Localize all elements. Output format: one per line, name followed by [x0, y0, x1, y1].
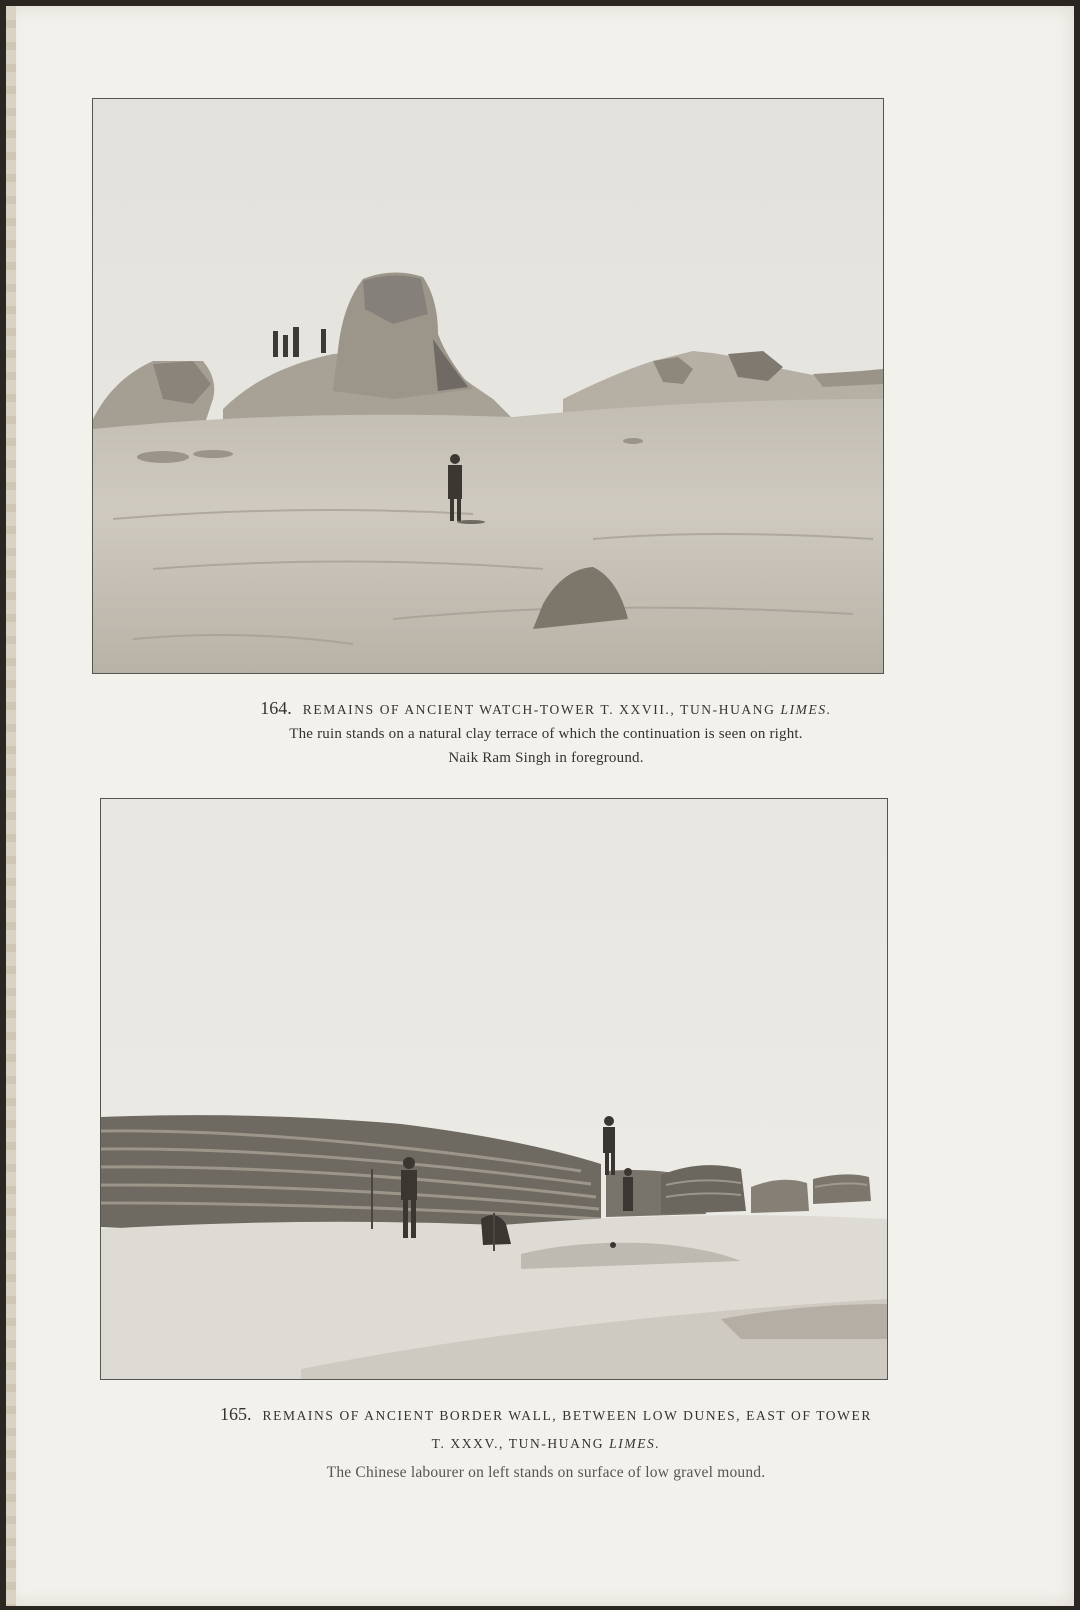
photo-border-wall: [100, 798, 888, 1380]
plate-164-caption-line-1: The ruin stands on a natural clay terrace of which the continuation is seen on right.: [289, 726, 803, 742]
plate-164-caption-line-2: Naik Ram Singh in foreground.: [448, 750, 644, 766]
plate-165-title-line-1: REMAINS OF ANCIENT BORDER WALL, BETWEEN LOW DUNES, EAST OF TOWER: [262, 1408, 872, 1423]
plate-165-caption: [86, 1400, 1006, 1482]
plate-164-title-text: REMAINS OF ANCIENT WATCH-TOWER T. XXVII., TUN-HUANG: [302, 702, 776, 717]
plate-165-number: 165.: [220, 1404, 252, 1424]
plate-165-title-italic: LIMES.: [609, 1436, 661, 1451]
plate-165-title-line-2-text: T. XXXV., TUN-HUANG: [431, 1436, 605, 1451]
book-page: [6, 6, 1074, 1606]
plate-164-title: [86, 698, 1006, 719]
plate-164-number: 164.: [260, 698, 292, 718]
plate-165-caption-line-1: The Chinese labourer on left stands on surface of low gravel mound.: [326, 1464, 766, 1481]
page-binding-edge: [6, 6, 16, 1606]
plate-165-title-line-2: [86, 1430, 1006, 1458]
plate-164-title-italic: LIMES.: [780, 702, 832, 717]
photo-watch-tower: [92, 98, 884, 674]
plate-164-caption: [86, 698, 1006, 767]
plate-165-title: [86, 1400, 1006, 1430]
